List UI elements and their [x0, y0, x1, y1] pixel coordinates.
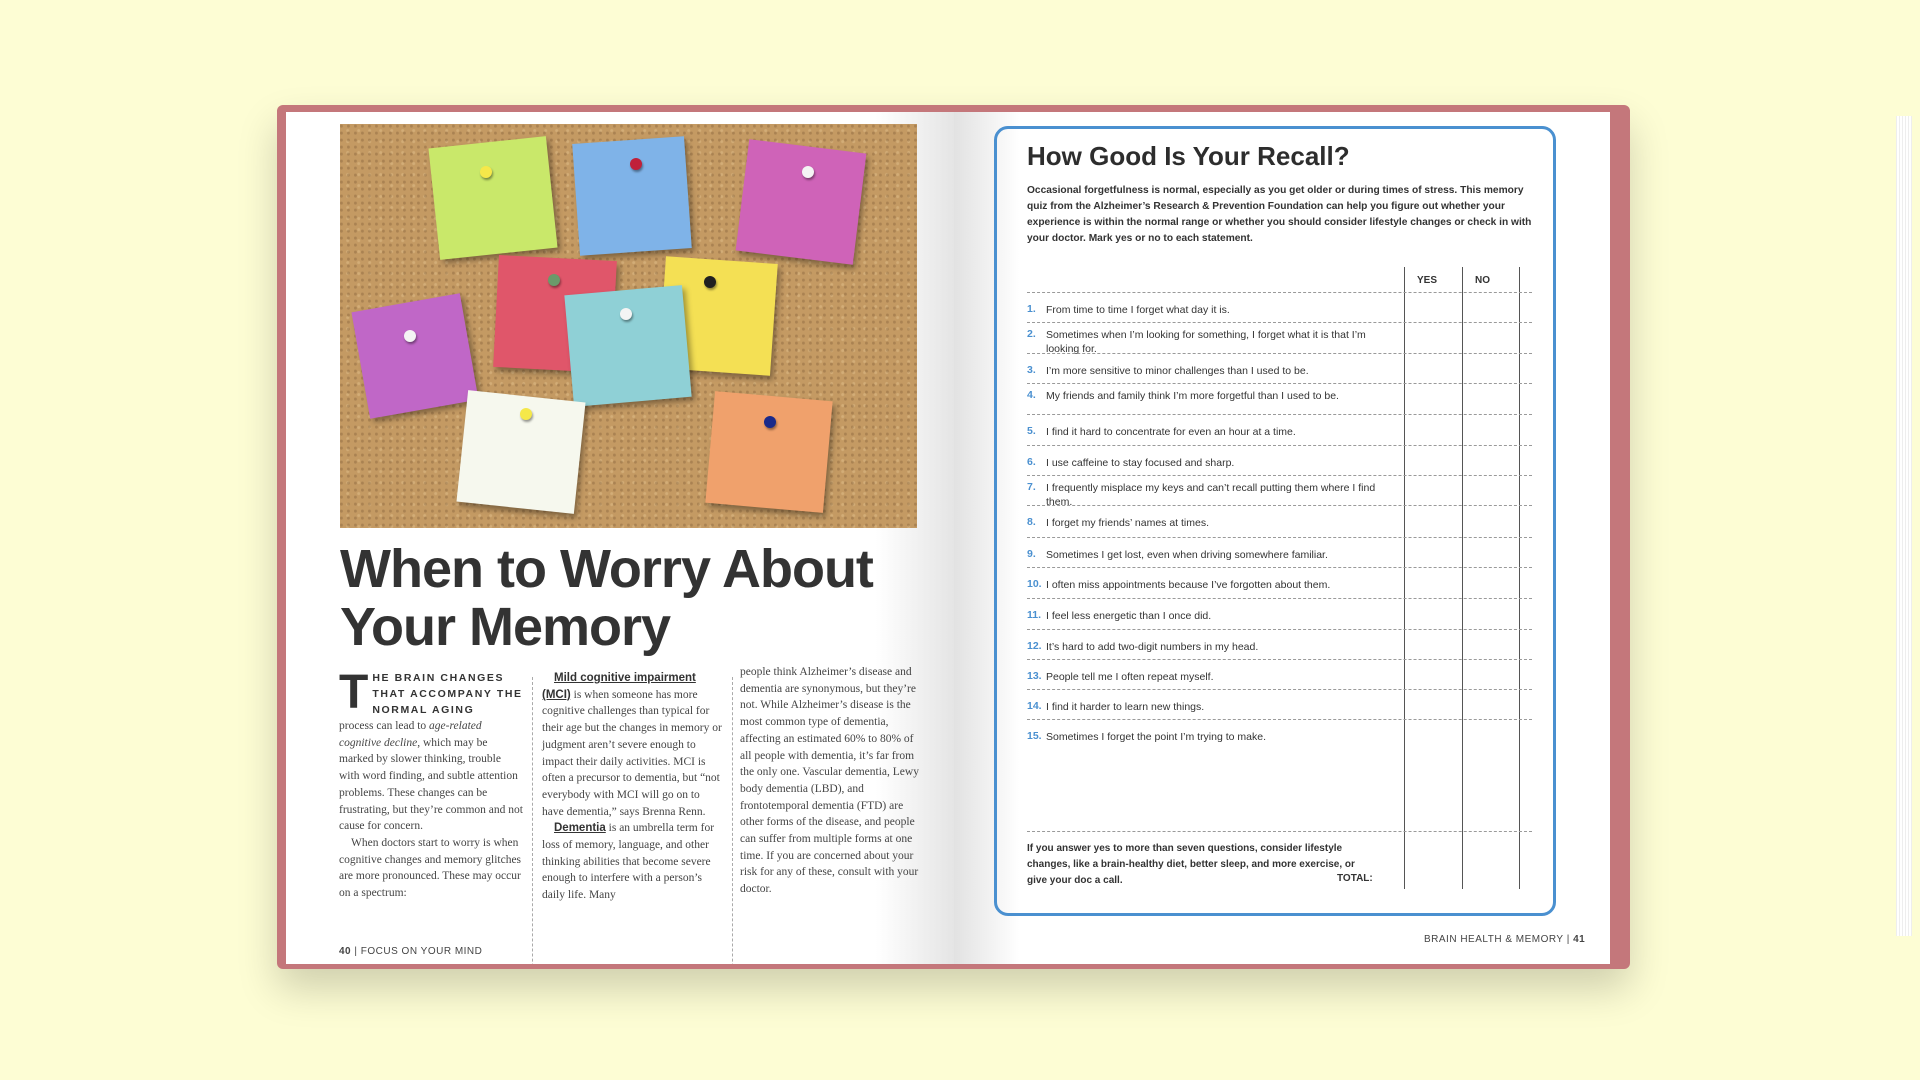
quiz-title: How Good Is Your Recall?	[1027, 141, 1350, 171]
term-dementia: Dementia	[554, 822, 606, 835]
question-number: 1.	[1027, 303, 1036, 315]
section-name: BRAIN HEALTH & MEMORY	[1424, 934, 1564, 945]
question-text: I’m more sensitive to minor challenges than I used to be.	[1046, 365, 1309, 377]
quiz-question-row	[1027, 537, 1532, 568]
sticky-note	[351, 293, 478, 418]
emphasis-text: age-related cognitive decline	[339, 720, 482, 749]
question-number: 13.	[1027, 670, 1042, 682]
quiz-outro: If you answer yes to more than seven questions, consider lifestyle changes, like a brain-healthy diet, better sleep, and more exercise, or give your doc a call.	[1027, 843, 1355, 886]
question-text: I feel less energetic than I once did.	[1046, 610, 1212, 622]
question-text: I often miss appointments because I’ve forgotten about them.	[1046, 579, 1331, 591]
title-line: When to Worry About	[340, 539, 873, 599]
left-page	[286, 112, 956, 964]
quiz-question-row	[1027, 383, 1532, 414]
question-text: My friends and family think I’m more forgetful than I used to be.	[1046, 390, 1339, 402]
question-number: 4.	[1027, 389, 1036, 401]
question-number: 12.	[1027, 640, 1042, 652]
question-text: It’s hard to add two-digit numbers in my head.	[1046, 641, 1259, 653]
total-label: TOTAL:	[1337, 873, 1373, 884]
corkboard-photo	[340, 124, 917, 528]
question-text: Sometimes I get lost, even when driving somewhere familiar.	[1046, 549, 1328, 561]
pushpin	[630, 158, 642, 170]
pushpin	[802, 166, 814, 178]
right-page	[954, 112, 1610, 964]
body-column-3	[740, 664, 924, 898]
question-text: People tell me I often repeat myself.	[1046, 671, 1214, 683]
body-column-2	[542, 670, 722, 904]
column-divider	[732, 677, 733, 964]
question-text: I find it hard to concentrate for even an hour at a time.	[1046, 426, 1296, 438]
yes-header: YES	[1417, 275, 1438, 286]
term-mci: Mild cognitive impairment (MCI)	[542, 672, 696, 701]
body-paragraph: When doctors start to worry is when cognitive changes and memory glitches are more pronounced. These may occur on a spectrum:	[339, 836, 522, 900]
body-text: is an umbrella term for loss of memory, language, and other thinking abilities that become severe enough to interfere with a person’s daily life. Many	[542, 822, 715, 902]
body-text: process can lead to	[339, 720, 430, 732]
quiz-question-row	[1027, 659, 1532, 690]
sticky-note	[736, 139, 867, 265]
pushpin	[620, 308, 632, 320]
question-number: 11.	[1027, 609, 1042, 621]
question-number: 15.	[1027, 730, 1042, 742]
sticky-note	[705, 391, 832, 513]
question-text: I forget my friends’ names at times.	[1046, 517, 1210, 529]
question-text: I use caffeine to stay focused and sharp.	[1046, 457, 1235, 469]
body-text: , which may be marked by slower thinking, trouble with word finding, and subtle attention problems. These changes can be frustrating, but they’re common and not cause for concern.	[339, 736, 523, 833]
question-number: 8.	[1027, 516, 1036, 528]
pushpin	[480, 166, 492, 178]
question-text: Sometimes when I’m looking for something, I forget what it is that I’m looking for.	[1046, 329, 1366, 355]
quiz-question-row	[1027, 475, 1532, 506]
sticky-note	[572, 136, 692, 256]
quiz-question-row	[1027, 719, 1532, 750]
sticky-note	[428, 136, 557, 260]
question-text: I frequently misplace my keys and can’t recall putting them where I find them.	[1046, 482, 1376, 508]
drop-cap: T	[339, 666, 369, 719]
question-text: Sometimes I forget the point I’m trying to make.	[1046, 731, 1267, 743]
page-number: 40	[339, 946, 352, 957]
question-number: 3.	[1027, 364, 1036, 376]
column-divider	[532, 677, 533, 964]
page-number: 41	[1573, 934, 1586, 945]
page-folio: BRAIN HEALTH & MEMORY | 41	[1424, 934, 1586, 945]
body-column-1	[339, 666, 524, 902]
sticky-note	[564, 285, 691, 407]
page-edges	[1896, 116, 1912, 936]
question-number: 9.	[1027, 548, 1036, 560]
quiz-question-row	[1027, 689, 1532, 720]
quiz-question-row	[1027, 567, 1532, 598]
question-number: 10.	[1027, 578, 1042, 590]
question-number: 2.	[1027, 328, 1036, 340]
question-text: I find it harder to learn new things.	[1046, 701, 1205, 713]
quiz-question-row	[1027, 505, 1532, 536]
row-divider	[1027, 831, 1532, 832]
recall-quiz-box	[994, 126, 1556, 916]
page-folio: 40 | FOCUS ON YOUR MIND	[339, 946, 483, 957]
quiz-question-row	[1027, 445, 1532, 476]
pushpin	[704, 276, 716, 288]
body-text: is when someone has more cognitive challenges than typical for their age but the changes in memory or judgment aren’t severe enough to impact their daily activities. MCI is often a precursor to dementia, but “not everybody with MCI will go on to have dementia,” says Brenna Renn.	[542, 688, 722, 818]
pushpin	[764, 416, 776, 428]
section-name: FOCUS ON YOUR MIND	[360, 946, 483, 957]
no-header: NO	[1475, 275, 1490, 286]
title-line: Your Memory	[340, 597, 671, 657]
question-number: 6.	[1027, 456, 1036, 468]
lead-in-caps: HE BRAIN CHANGES THAT ACCOMPANY THE NORMAL AGING	[372, 672, 523, 716]
question-number: 5.	[1027, 425, 1036, 437]
quiz-question-row	[1027, 353, 1532, 384]
question-text: From time to time I forget what day it is.	[1046, 304, 1230, 316]
quiz-question-row	[1027, 629, 1532, 660]
quiz-intro: Occasional forgetfulness is normal, especially as you get older or during times of stress. This memory quiz from the Alzheimer’s Research & Prevention Foundation can help you figure out whether your experience is within the normal range or whether you should consider lifestyle changes or check in with your doctor. Mark yes or no to each statement.	[1027, 185, 1532, 244]
body-paragraph: people think Alzheimer’s disease and dementia are synonymous, but they’re not. While Alzheimer’s disease is the most common type of dementia, affecting an estimated 60% to 80% of all people with dementia, it’s far from the only one. Vascular dementia, Lewy body dementia (LBD), and frontotemporal dementia (FTD) are other forms of the disease, and people can suffer from multiple forms at one time. If you are concerned about your risk for any of these, consult with your doctor.	[740, 666, 919, 896]
question-number: 7.	[1027, 481, 1036, 493]
quiz-question-row	[1027, 292, 1532, 323]
pushpin	[404, 330, 416, 342]
question-number: 14.	[1027, 700, 1042, 712]
quiz-question-row	[1027, 598, 1532, 629]
article-title	[340, 540, 940, 656]
pushpin	[520, 408, 532, 420]
pushpin	[548, 274, 560, 286]
quiz-question-row	[1027, 414, 1532, 445]
quiz-question-row	[1027, 322, 1532, 353]
